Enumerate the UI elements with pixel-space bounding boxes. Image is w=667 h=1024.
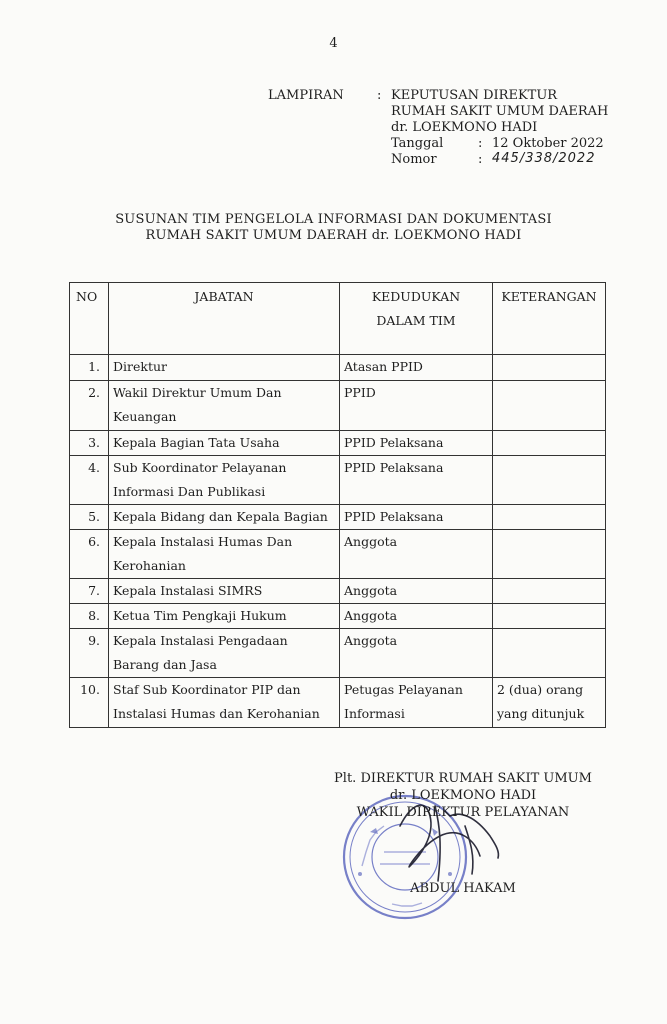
row-keterangan <box>493 629 606 678</box>
row-no: 7. <box>70 579 109 604</box>
table-row <box>70 604 606 629</box>
row-no: 4. <box>70 456 109 505</box>
table-row <box>70 530 606 579</box>
row-no: 5. <box>70 505 109 530</box>
nomor-value-handwritten: 445/338/2022 <box>492 151 596 166</box>
row-no: 1. <box>70 355 109 381</box>
row-jabatan: Wakil Direktur Umum Dan Keuangan <box>109 381 340 431</box>
row-keterangan <box>493 530 606 579</box>
table-row <box>70 431 606 456</box>
row-no: 10. <box>70 678 109 728</box>
row-jabatan: Staf Sub Koordinator PIP dan Instalasi Humas dan Kerohanian <box>109 678 340 728</box>
team-table <box>69 282 606 728</box>
row-keterangan <box>493 456 606 505</box>
row-kedudukan: PPID Pelaksana <box>340 456 493 505</box>
row-jabatan: Ketua Tim Pengkaji Hukum <box>109 604 340 629</box>
nomor-colon: : <box>478 152 483 167</box>
lampiran-line-3: dr. LOEKMONO HADI <box>391 120 538 135</box>
table-row <box>70 381 606 431</box>
table-row <box>70 355 606 381</box>
row-jabatan: Kepala Bagian Tata Usaha <box>109 431 340 456</box>
row-keterangan <box>493 431 606 456</box>
lampiran-colon: : <box>377 88 382 103</box>
header-kedudukan <box>340 283 493 355</box>
row-kedudukan: PPID <box>340 381 493 431</box>
nomor-label: Nomor <box>391 152 437 167</box>
row-no: 9. <box>70 629 109 678</box>
row-kedudukan: Atasan PPID <box>340 355 493 381</box>
row-no: 2. <box>70 381 109 431</box>
document-title-line-1: SUSUNAN TIM PENGELOLA INFORMASI DAN DOKUMENTASI <box>115 212 552 227</box>
row-jabatan: Direktur <box>109 355 340 381</box>
row-no: 8. <box>70 604 109 629</box>
row-keterangan <box>493 505 606 530</box>
row-keterangan: 2 (dua) orang yang ditunjuk <box>493 678 606 728</box>
row-no: 6. <box>70 530 109 579</box>
table-header-row <box>70 283 606 355</box>
tanggal-label: Tanggal <box>391 136 444 151</box>
table-row <box>70 629 606 678</box>
page-number: 4 <box>329 36 338 51</box>
row-keterangan <box>493 381 606 431</box>
lampiran-label: LAMPIRAN <box>268 88 344 103</box>
document-title-line-2: RUMAH SAKIT UMUM DAERAH dr. LOEKMONO HADI <box>145 228 522 243</box>
row-jabatan: Kepala Instalasi Humas Dan Kerohanian <box>109 530 340 579</box>
lampiran-line-2: RUMAH SAKIT UMUM DAERAH <box>391 104 609 119</box>
signature-title-line-3: WAKIL DIREKTUR PELAYANAN <box>356 805 570 820</box>
row-jabatan: Kepala Instalasi SIMRS <box>109 579 340 604</box>
row-keterangan <box>493 355 606 381</box>
table-row <box>70 456 606 505</box>
row-jabatan: Sub Koordinator Pelayanan Informasi Dan Publikasi <box>109 456 340 505</box>
row-kedudukan: Petugas Pelayanan Informasi <box>340 678 493 728</box>
tanggal-colon: : <box>478 136 483 151</box>
row-jabatan: Kepala Instalasi Pengadaan Barang dan Jasa <box>109 629 340 678</box>
row-keterangan <box>493 604 606 629</box>
header-no: NO <box>70 283 109 355</box>
row-kedudukan: Anggota <box>340 604 493 629</box>
table-row <box>70 678 606 728</box>
header-kedudukan-line-2: DALAM TIM <box>376 313 456 328</box>
row-kedudukan: Anggota <box>340 530 493 579</box>
row-kedudukan: PPID Pelaksana <box>340 431 493 456</box>
row-jabatan: Kepala Bidang dan Kepala Bagian <box>109 505 340 530</box>
signatory-name: ABDUL HAKAM <box>410 881 516 896</box>
row-kedudukan: Anggota <box>340 579 493 604</box>
row-no: 3. <box>70 431 109 456</box>
table-row <box>70 579 606 604</box>
tanggal-value: 12 Oktober 2022 <box>492 136 604 151</box>
table-row <box>70 505 606 530</box>
header-keterangan: KETERANGAN <box>493 283 606 355</box>
header-jabatan: JABATAN <box>109 283 340 355</box>
row-keterangan <box>493 579 606 604</box>
row-kedudukan: PPID Pelaksana <box>340 505 493 530</box>
lampiran-line-1: KEPUTUSAN DIREKTUR <box>391 88 558 103</box>
header-kedudukan-line-1: KEDUDUKAN <box>371 289 461 304</box>
signature-title-line-1: Plt. DIREKTUR RUMAH SAKIT UMUM <box>334 771 592 786</box>
signature-title-line-2: dr. LOEKMONO HADI <box>389 788 537 803</box>
row-kedudukan: Anggota <box>340 629 493 678</box>
